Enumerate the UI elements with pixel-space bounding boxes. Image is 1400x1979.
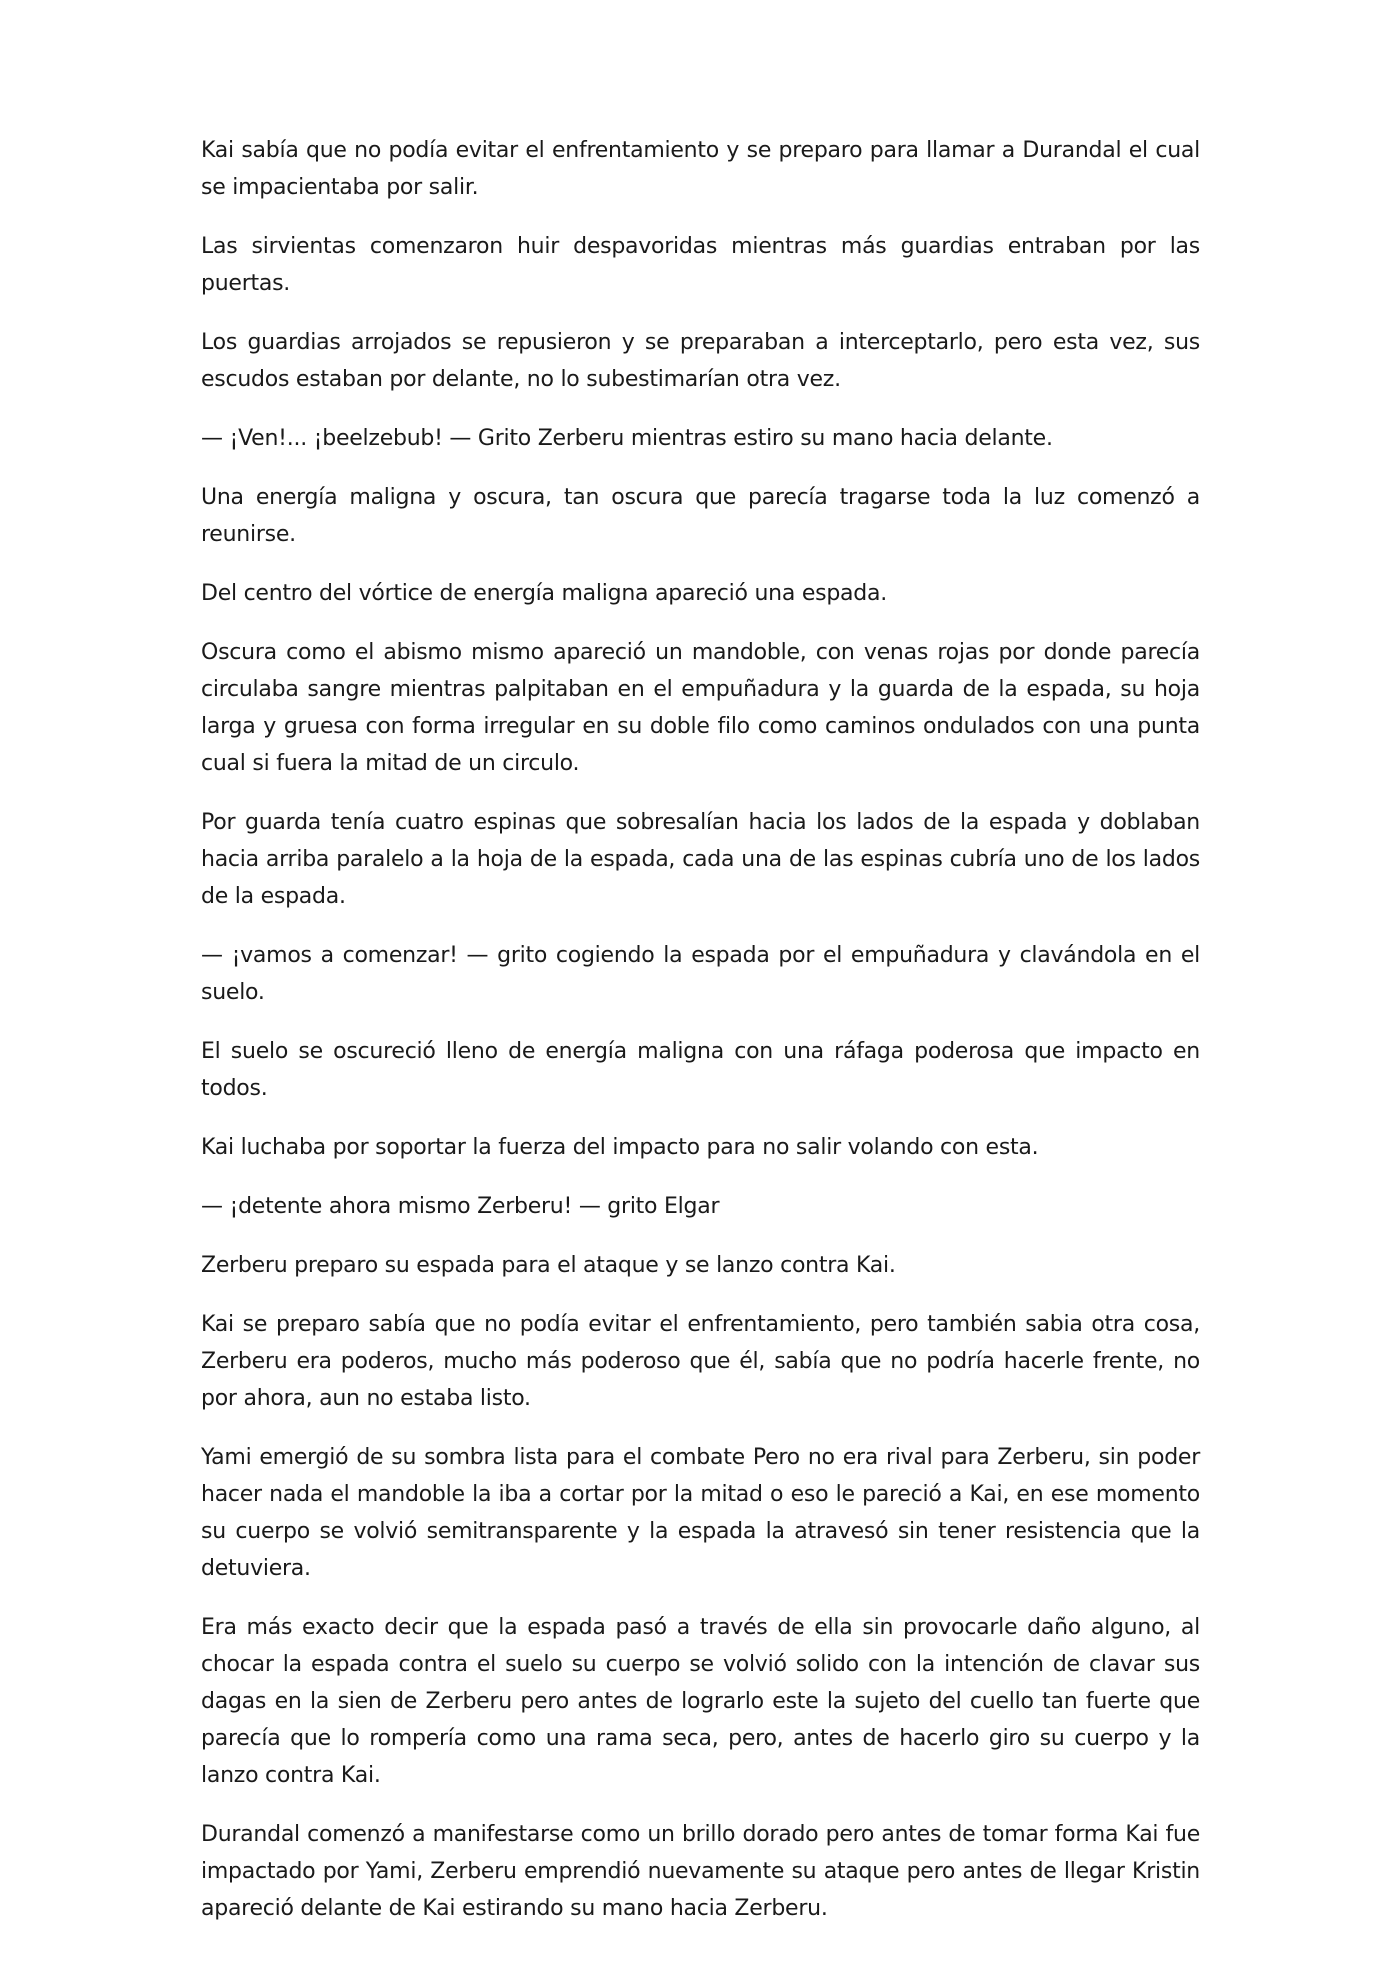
paragraph: Una energía maligna y oscura, tan oscura que parecía tragarse toda la luz comenzó a reunirse. [201, 485, 1200, 547]
paragraph: Kai luchaba por soportar la fuerza del impacto para no salir volando con esta. [201, 1135, 1039, 1160]
dialogue-paragraph: — ¡vamos a comenzar! — grito cogiendo la espada por el empuñadura y clavándola en el suelo. [201, 943, 1200, 1005]
paragraph: Era más exacto decir que la espada pasó a través de ella sin provocarle daño alguno, al chocar la espada contra el suelo su cuerpo se volvió solido con la intención de clavar sus dagas en la sien de Zerberu pero antes de lograrlo este la sujeto del cuello tan fuerte que parecía que lo rompería como una rama seca, pero, antes de hacerlo giro su cuerpo y la lanzo contra Kai. [201, 1615, 1200, 1788]
paragraph: Los guardias arrojados se repusieron y se preparaban a interceptarlo, pero esta vez, sus escudos estaban por delante, no lo subestimarían otra vez. [201, 330, 1200, 392]
paragraph: Yami emergió de su sombra lista para el combate Pero no era rival para Zerberu, sin poder hacer nada el mandoble la iba a cortar por la mitad o eso le pareció a Kai, en ese momento su cuerpo se volvió semitransparente y la espada la atravesó sin tener resistencia que la detuviera. [201, 1445, 1200, 1581]
paragraph: Durandal comenzó a manifestarse como un brillo dorado pero antes de tomar forma Kai fue impactado por Yami, Zerberu emprendió nuevamente su ataque pero antes de llegar Kristin apareció delante de Kai estirando su mano hacia Zerberu. [201, 1822, 1200, 1921]
document-body [201, 132, 1200, 1949]
paragraph: Por guarda tenía cuatro espinas que sobresalían hacia los lados de la espada y doblaban hacia arriba paralelo a la hoja de la espada, cada una de las espinas cubría uno de los lados de la espada. [201, 810, 1200, 909]
paragraph: Kai se preparo sabía que no podía evitar el enfrentamiento, pero también sabia otra cosa, Zerberu era poderos, mucho más poderoso que él, sabía que no podría hacerle frente, no por ahora, aun no estaba listo. [201, 1312, 1200, 1411]
paragraph: Las sirvientas comenzaron huir despavoridas mientras más guardias entraban por las puertas. [201, 234, 1200, 296]
paragraph: Kai sabía que no podía evitar el enfrentamiento y se preparo para llamar a Durandal el cual se impacientaba por salir. [201, 138, 1200, 200]
paragraph: El suelo se oscureció lleno de energía maligna con una ráfaga poderosa que impacto en todos. [201, 1039, 1200, 1101]
paragraph: Oscura como el abismo mismo apareció un mandoble, con venas rojas por donde parecía circulaba sangre mientras palpitaban en el empuñadura y la guarda de la espada, su hoja larga y gruesa con forma irregular en su doble filo como caminos ondulados con una punta cual si fuera la mitad de un circulo. [201, 640, 1200, 776]
dialogue-paragraph: — ¡Ven!... ¡beelzebub! — Grito Zerberu mientras estiro su mano hacia delante. [201, 426, 1053, 451]
dialogue-paragraph: — ¡detente ahora mismo Zerberu! — grito Elgar [201, 1194, 720, 1219]
paragraph: Zerberu preparo su espada para el ataque y se lanzo contra Kai. [201, 1253, 896, 1278]
paragraph: Del centro del vórtice de energía maligna apareció una espada. [201, 581, 887, 606]
